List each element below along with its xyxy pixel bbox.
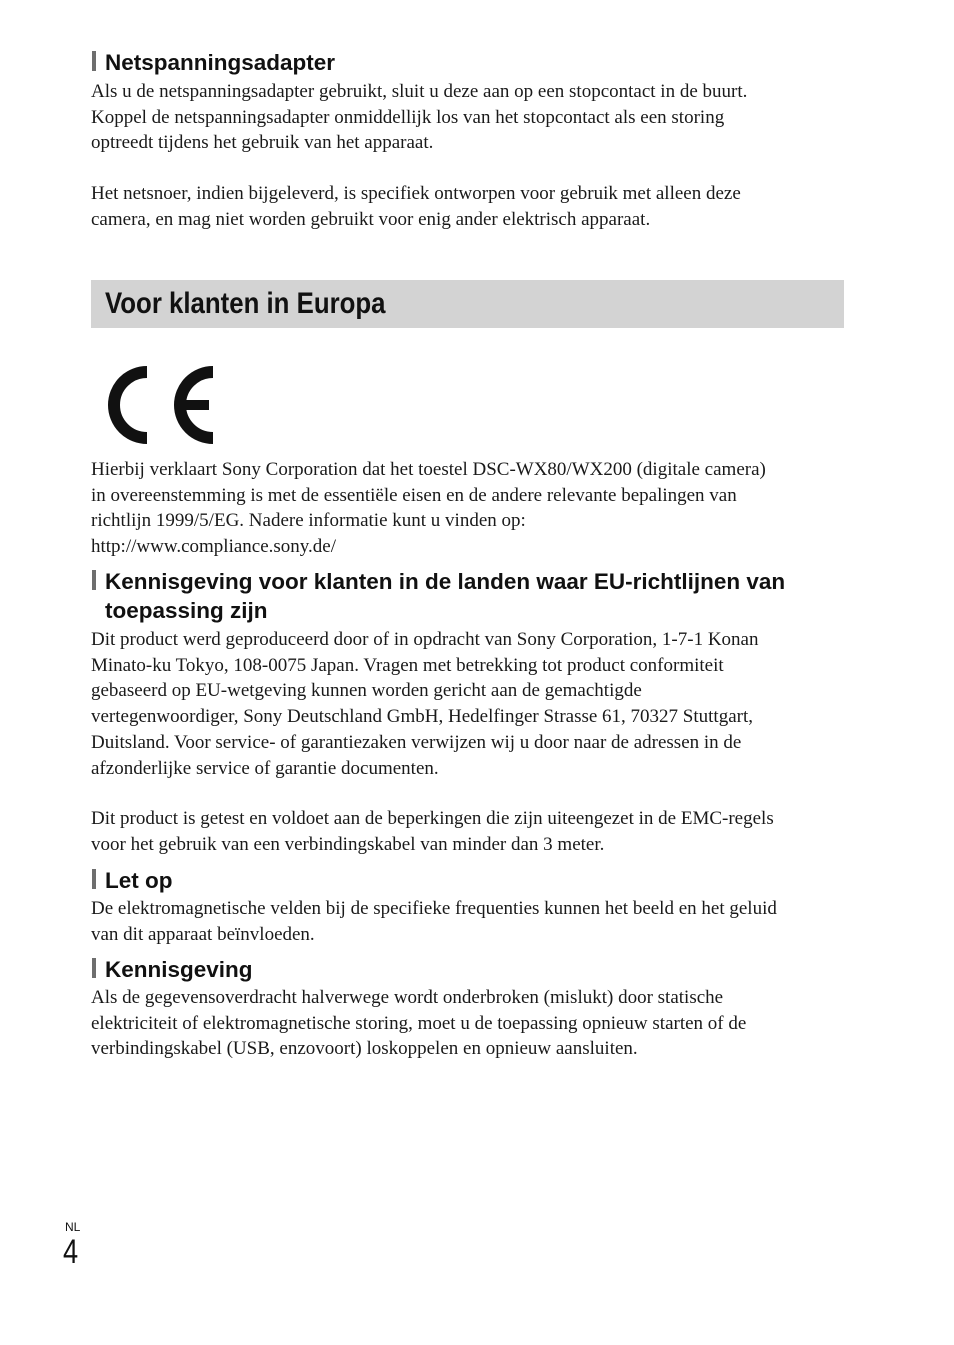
text-line: Duitsland. Voor service- of garantiezaken verwijzen wij u door naar de adressen in de <box>91 731 742 753</box>
section-heading-notice-eu: Kennisgeving voor klanten in de landen waar EU-richtlijnen van toepassing zijn <box>91 567 851 625</box>
text-line: van dit apparaat beïnvloeden. <box>91 923 315 945</box>
text-line: Als u de netspanningsadapter gebruikt, sluit u deze aan op een stopcontact in de buurt. <box>91 81 748 102</box>
heading-marker <box>92 958 96 978</box>
text-line: optreedt tijdens het gebruik van het apparaat. <box>91 132 434 154</box>
text-line: afzonderlijke service of garantie documenten. <box>91 757 439 779</box>
heading-marker <box>92 51 96 71</box>
text-line: Het netsnoer, indien bijgeleverd, is specifiek ontworpen voor gebruik met alleen deze <box>91 183 741 204</box>
caution-paragraph <box>91 896 851 947</box>
text-line: Dit product is getest en voldoet aan de beperkingen die zijn uiteengezet in de EMC-regels <box>91 808 774 829</box>
ce-mark-logo <box>97 362 219 448</box>
section-notice-eu <box>91 567 851 625</box>
notice-paragraph <box>91 985 851 1062</box>
section-caution <box>91 866 851 895</box>
banner-title: Voor klanten in Europa <box>105 287 386 320</box>
notice-eu-paragraph-1 <box>91 627 851 781</box>
compliance-url: http://www.compliance.sony.de/ <box>91 536 337 558</box>
text-line: Als de gegevensoverdracht halverwege wordt onderbroken (mislukt) door statische <box>91 987 724 1008</box>
text-line: elektriciteit of elektromagnetische storing, moet u de toepassing opnieuw starten of de <box>91 1012 747 1034</box>
page-number: 4 <box>63 1233 79 1271</box>
text-line: vertegenwoordiger, Sony Deutschland GmbH, Hedelfinger Strasse 61, 70327 Stuttgart, <box>91 706 753 728</box>
text-line: verbindingskabel (USB, enzovoort) loskoppelen en opnieuw aansluiten. <box>91 1038 638 1060</box>
notice-eu-paragraph-2 <box>91 806 851 857</box>
text-line: De elektromagnetische velden bij de specifieke frequenties kunnen het beeld en het geluid <box>91 898 777 919</box>
text-line: richtlijn 1999/5/EG. Nadere informatie kunt u vinden op: <box>91 510 526 532</box>
heading-marker <box>92 570 96 590</box>
text-line: Minato-ku Tokyo, 108-0075 Japan. Vragen met betrekking tot product conformiteit <box>91 654 724 676</box>
section-adapter <box>91 48 851 77</box>
adapter-paragraph-1 <box>91 79 851 156</box>
heading-marker <box>92 869 96 889</box>
text-line: gebaseerd op EU-wetgeving kunnen worden gericht aan de gemachtigde <box>91 680 642 702</box>
declaration-paragraph <box>91 457 851 560</box>
section-heading-notice: Kennisgeving <box>91 955 851 984</box>
text-line: Hierbij verklaart Sony Corporation dat het toestel DSC-WX80/WX200 (digitale camera) <box>91 459 766 480</box>
section-heading-adapter: Netspanningsadapter <box>91 48 851 77</box>
page-language-label: NL <box>65 1220 81 1234</box>
text-line: camera, en mag niet worden gebruikt voor enig ander elektrisch apparaat. <box>91 208 651 230</box>
section-notice <box>91 955 851 984</box>
section-heading-caution: Let op <box>91 866 851 895</box>
text-line: Dit product werd geproduceerd door of in opdracht van Sony Corporation, 1-7-1 Konan <box>91 629 759 650</box>
text-line: Koppel de netspanningsadapter onmiddellijk los van het stopcontact als een storing <box>91 106 725 128</box>
text-line: voor het gebruik van een verbindingskabel van minder dan 3 meter. <box>91 833 605 855</box>
section-banner-europe <box>91 280 844 328</box>
text-line: in overeenstemming is met de essentiële eisen en de andere relevante bepalingen van <box>91 484 737 506</box>
adapter-paragraph-2 <box>91 181 851 232</box>
